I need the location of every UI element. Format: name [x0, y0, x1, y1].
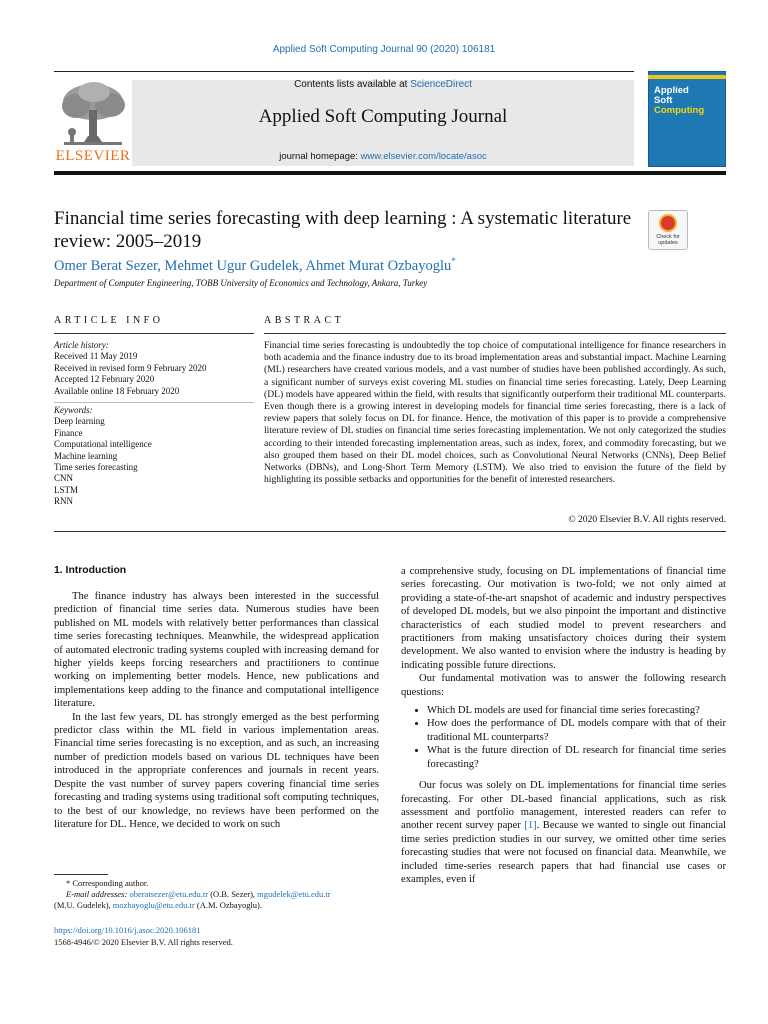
journal-homepage	[132, 151, 634, 162]
section-heading-introduction: 1. Introduction	[54, 565, 127, 576]
author-separator: ,	[299, 257, 306, 274]
history-label: Article history:	[54, 340, 109, 350]
list-item: • Which DL models are used for financial time series forecasting?	[427, 704, 726, 717]
header-top-rule	[54, 71, 634, 72]
paper-title: Financial time series forecasting with deep learning : A systematic literature review: 2005–2019	[54, 208, 632, 252]
abstract-copyright: © 2020 Elsevier B.V. All rights reserved.	[568, 514, 726, 525]
history-item: Available online 18 February 2020	[54, 385, 180, 396]
history-item: Accepted 12 February 2020	[54, 374, 155, 385]
cover-line-1: Applied	[654, 85, 689, 96]
footnotes	[54, 878, 384, 911]
author-name[interactable]: Mehmet Ugur Gudelek	[164, 257, 300, 274]
keywords-label: Keywords:	[54, 405, 93, 415]
author-name[interactable]: Omer Berat Sezer	[54, 257, 158, 274]
abstract-rule	[264, 333, 726, 334]
abstract-bottom-rule	[54, 531, 726, 532]
email-link[interactable]: mgudelek@etu.edu.tr	[257, 889, 331, 899]
keyword: Machine learning	[54, 450, 118, 461]
corresponding-mark: *	[66, 878, 71, 888]
email-footnote	[54, 889, 384, 900]
keyword: CNN	[54, 473, 74, 484]
article-info-heading: ARTICLE INFO	[54, 315, 164, 326]
paragraph: a comprehensive study, focusing on DL implementations of financial time series forecasting. Our motivation is two-fold; we not only aimed at providing a state-of-the-art snapshot of academic and industry perspectives of developed DL models, but we also pinpoint the important and distinctive characteristics of each studied model to prevent researchers and practitioners from making unsatisfactory choices during their system development. We also wanted to envision where the industry is heading by indicating possible future directions.	[401, 566, 726, 671]
paragraph: Our fundamental motivation was to answer the following research questions:	[401, 673, 726, 698]
paragraph: The finance industry has always been interested in the successful prediction of financial time series data. Numerous studies have been published on ML models with relatively better performances than classical time series forecasting techniques. Meanwhile, the widespread application of automated electronic trading systems coupled with increasing demand for higher yields keeps forcing researchers and practitioners to continue working on implementing better models. Hence, new publications and implementations keep adding to the finance and computational intelligence literature.	[54, 591, 379, 710]
cover-line-3: Computing	[654, 105, 705, 116]
corresponding-author-mark[interactable]: *	[451, 256, 456, 266]
homepage-prefix: journal homepage:	[279, 151, 361, 162]
corresponding-text: Corresponding author.	[72, 878, 149, 888]
homepage-link[interactable]: www.elsevier.com/locate/asoc	[360, 151, 487, 162]
elsevier-wordmark: ELSEVIER	[55, 148, 131, 164]
keyword: Time series forecasting	[54, 462, 138, 473]
keyword: Finance	[54, 427, 83, 438]
email-owner: (A.M. Ozbayoglu).	[194, 900, 263, 910]
paragraph-text: . Because we wanted to single out financial time series prediction studies in our survey, we omitted other time series forecasting studies that were not focused on financial data. Meanwhile, we included time-series research papers that had financial use cases or examples, even if	[401, 820, 726, 885]
body-column-left	[54, 590, 379, 831]
article-info-rule	[54, 333, 254, 334]
header-thick-rule	[54, 171, 726, 175]
author-name[interactable]: Ahmet Murat Ozbayoglu	[305, 257, 452, 274]
abstract-heading: ABSTRACT	[264, 315, 345, 326]
keywords	[54, 405, 254, 508]
keyword: Deep learning	[54, 416, 105, 427]
list-item: • What is the future direction of DL research for financial time series forecasting?	[427, 744, 726, 771]
email-owner: (M.U. Gudelek),	[54, 900, 113, 910]
cover-title	[654, 86, 704, 116]
paragraph	[401, 779, 726, 886]
journal-reference[interactable]: Applied Soft Computing Journal 90 (2020) 106181	[272, 44, 496, 55]
issn-line: 1568-4946/© 2020 Elsevier B.V. All rights reserved.	[54, 937, 233, 947]
keyword: RNN	[54, 496, 74, 507]
author-separator: ,	[157, 257, 165, 274]
paragraph-text: Our focus was solely on DL implementations for financial time series forecasting. For other DL-based financial applications, such as risk assessment and portfolio management, interested readers can refer to another recent survey paper	[401, 780, 726, 832]
history-item: Received in revised form 9 February 2020	[54, 362, 207, 373]
email-link[interactable]: oberatsezer@etu.edu.tr	[129, 889, 209, 899]
citation-link[interactable]: [1]	[524, 820, 537, 832]
cover-line-2: Soft	[654, 95, 673, 106]
doi-link[interactable]: https://doi.org/10.1016/j.asoc.2020.106181	[54, 925, 201, 935]
research-questions-list	[401, 704, 726, 771]
footnote-rule	[54, 874, 108, 875]
email-link[interactable]: mozbayoglu@etu.edu.tr	[112, 900, 195, 910]
abstract-text: Financial time series forecasting is undoubtedly the top choice of computational intelligence for finance researchers in both academia and the finance industry due to its broad implementation areas and substantial impact. Machine Learning (ML) researchers have created various models, and a vast number of studies have been published accordingly. As such, a significant number of surveys exist covering ML studies on financial time series forecasting. Lately, Deep Learning (DL) models have appeared within the field, with results that significantly outperform their traditional ML counterparts. Even though there is a growing interest in developing models for financial time series forecasting, there is a lack of review papers that solely focus on DL for finance. Hence, the motivation of this paper is to provide a comprehensive literature review of DL studies on financial time series forecasting implementation. We not only categorized the studies according to their intended forecasting implementation areas, such as index, forex, and commodity forecasting, but we also grouped them based on their DL model choices, such as Convolutional Neural Networks (CNNs), Deep Belief Networks (DBNs), and Long-Short Term Memory (LSTM). We also tried to envision the future of the field by highlighting its possible setbacks and opportunities for the benefit of interested researchers.	[264, 340, 726, 486]
email-label: E-mail addresses:	[66, 889, 128, 899]
keyword: Computational intelligence	[54, 439, 152, 450]
corresponding-footnote	[54, 878, 384, 889]
email-footnote-cont	[54, 900, 384, 911]
keyword: LSTM	[54, 484, 79, 495]
cover-band	[648, 75, 726, 79]
contents-line	[132, 79, 634, 90]
check-updates-icon	[659, 214, 677, 232]
email-owner: (O.B. Sezer),	[208, 889, 258, 899]
article-history	[54, 340, 254, 397]
info-divider	[54, 402, 254, 403]
doi-block	[54, 924, 384, 948]
elsevier-tree-icon	[54, 80, 132, 150]
affiliation: Department of Computer Engineering, TOBB University of Economics and Technology, Ankara, Turkey	[54, 278, 428, 288]
journal-title: Applied Soft Computing Journal	[258, 106, 508, 127]
check-updates-label: Check for updates	[656, 234, 680, 246]
check-for-updates-button[interactable]	[648, 210, 688, 250]
paragraph: In the last few years, DL has strongly emerged as the best performing predictor class within the ML field in various implementation areas. Financial time series forecasting is no exception, and as such, an increasing number of prediction models based on various DL techniques have been introduced in the appropriate conferences and journals in recent years. Despite the vast number of survey papers covering financial time series forecasting and trading systems using traditional soft computing techniques, to the best of our knowledge, no reviews have been performed on the literature for DL. Hence, we decided to work on such	[54, 711, 379, 830]
journal-cover[interactable]	[648, 71, 726, 167]
list-item: • How does the performance of DL models compare with that of their traditional ML counterparts?	[427, 717, 726, 744]
contents-prefix: Contents lists available at	[294, 79, 411, 90]
history-item: Received 11 May 2019	[54, 351, 138, 362]
sciencedirect-link[interactable]: ScienceDirect	[410, 79, 472, 90]
body-column-right	[401, 565, 726, 886]
author-list	[54, 256, 694, 275]
